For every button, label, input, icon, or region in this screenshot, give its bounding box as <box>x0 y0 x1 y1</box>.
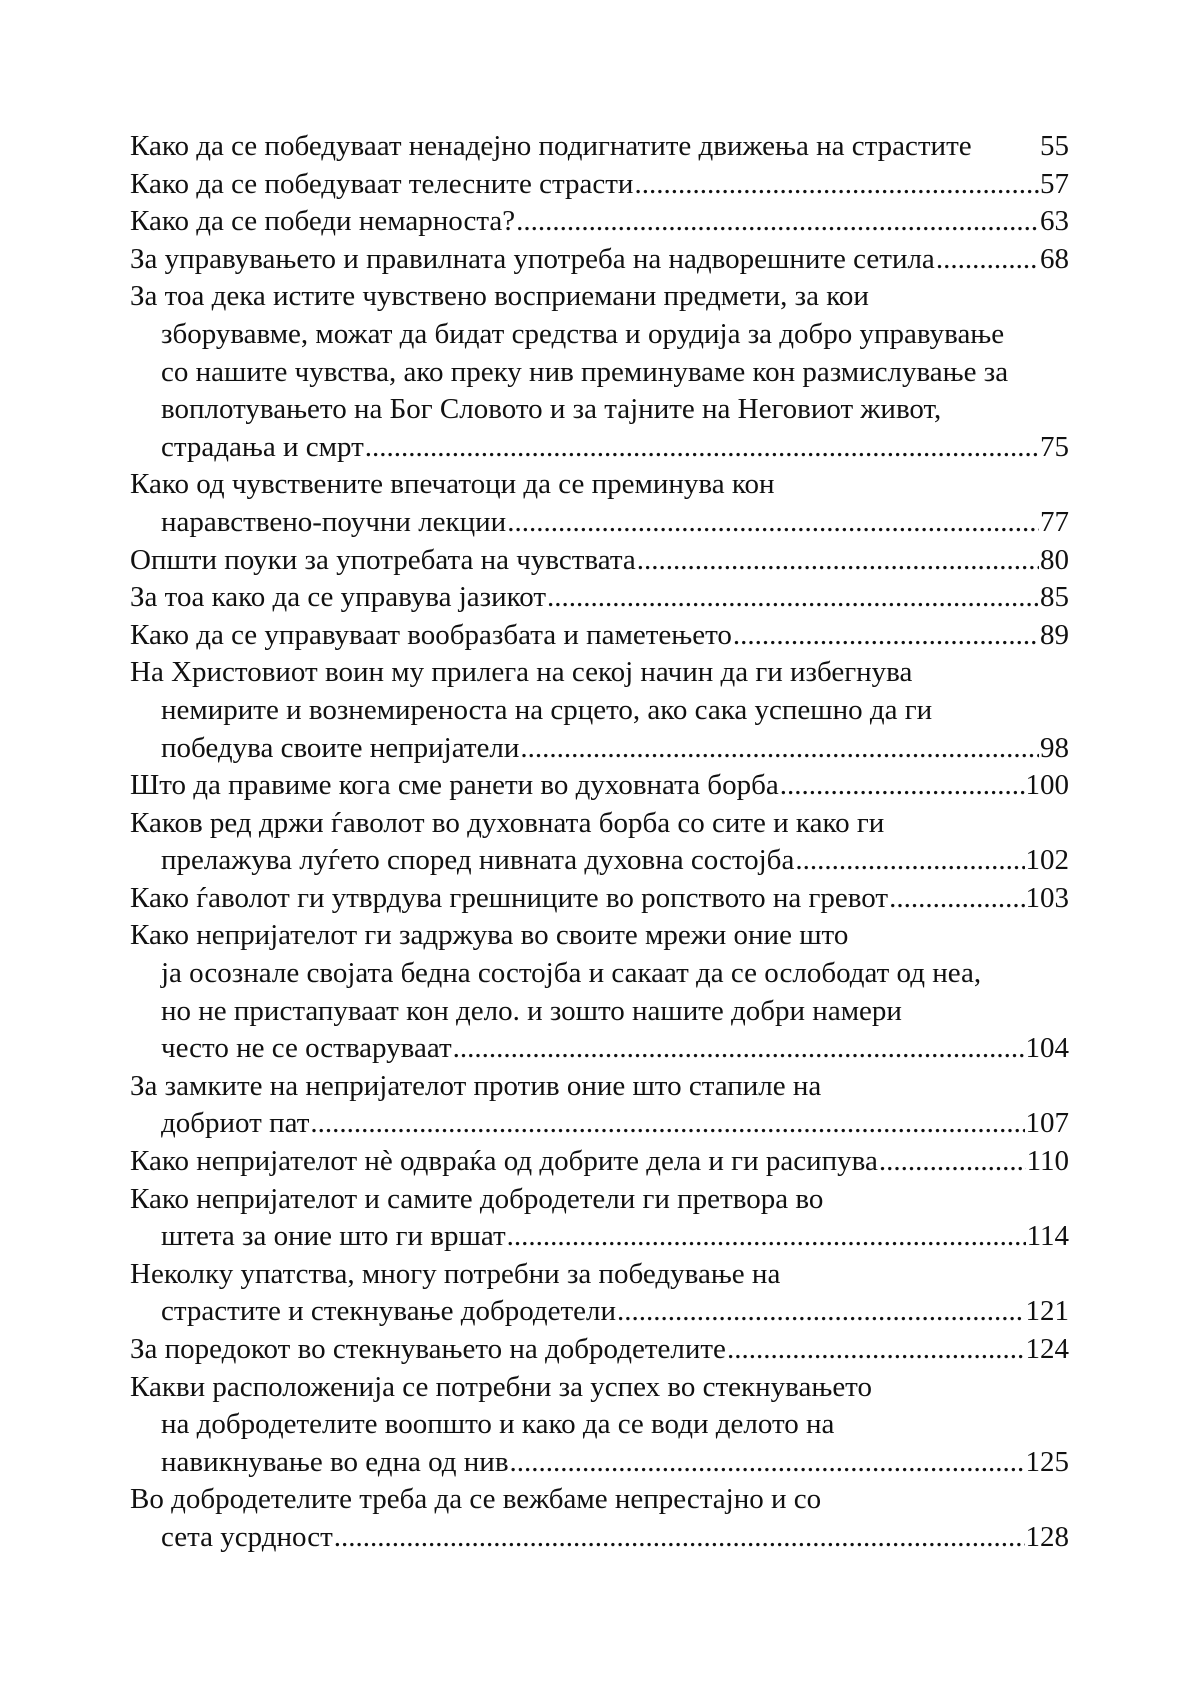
toc-entry-title-line: Општи поуки за употребата на чувствата <box>130 543 636 576</box>
toc-entry-last-line <box>130 504 1069 542</box>
toc-entry[interactable] <box>130 1256 1069 1331</box>
toc-entry-title-line: За поредокот во стекнувањето на добродетелите <box>130 1333 726 1365</box>
toc-entry-last-line <box>130 842 1069 880</box>
dot-leader <box>634 166 1039 204</box>
toc-entry-last-line <box>130 880 1069 918</box>
dot-leader <box>516 203 1039 241</box>
toc-entry-title-line: Како да се победуваат телесните страсти <box>130 167 634 200</box>
toc-page-number: 110 <box>1026 1145 1069 1178</box>
toc-entry-last-line <box>130 166 1069 204</box>
toc-entry[interactable] <box>130 166 1069 204</box>
toc-entry-title-line: Како да се победи немарноста? <box>130 205 516 238</box>
toc-entry[interactable] <box>130 542 1069 580</box>
toc-entry-title-line: со нашите чувства, ако преку нив преминуваме кон размислување за <box>161 355 1009 388</box>
toc-page-number: 85 <box>1040 581 1069 614</box>
toc-page-number: 75 <box>1040 430 1069 463</box>
toc-page-number: 98 <box>1040 731 1069 764</box>
toc-entry-last-line <box>130 241 1069 279</box>
table-of-contents <box>130 128 1069 1557</box>
toc-page-number: 57 <box>1040 167 1069 200</box>
toc-entry-last-line <box>130 1218 1069 1256</box>
toc-page-number: 128 <box>1025 1520 1069 1553</box>
toc-entry[interactable] <box>130 1369 1069 1482</box>
toc-entry[interactable] <box>130 1481 1069 1556</box>
toc-entry-title-line: зборувавме, можат да бидат средства и орудија за добро управување <box>161 317 1005 350</box>
toc-entry-last-line <box>130 579 1069 617</box>
toc-entry-last-line <box>130 1030 1069 1068</box>
toc-page-number: 55 <box>1040 130 1069 162</box>
toc-entry-last-line <box>130 128 1069 166</box>
toc-entry-last-line <box>130 1519 1069 1557</box>
toc-entry-last-line <box>130 542 1069 580</box>
dot-leader <box>507 504 1039 542</box>
toc-entry-title-line: За управувањето и правилната употреба на надворешните сетила <box>130 242 935 275</box>
dot-leader <box>889 880 1024 918</box>
toc-entry[interactable] <box>130 278 1069 466</box>
toc-entry-last-line <box>130 617 1069 655</box>
toc-entry[interactable] <box>130 917 1069 1067</box>
dot-leader <box>510 1444 1025 1482</box>
toc-entry-title-line: навикнување во една од нив <box>161 1445 509 1478</box>
toc-entry[interactable] <box>130 767 1069 805</box>
dot-leader <box>453 1030 1025 1068</box>
toc-entry-title-line: За тоа како да се управува јазикот <box>130 581 547 614</box>
toc-page-number: 100 <box>1025 769 1069 802</box>
toc-entry[interactable] <box>130 241 1069 279</box>
toc-entry-title-line: прелажува луѓето според нивната духовна состојба <box>161 844 795 877</box>
toc-page-number: 125 <box>1025 1445 1069 1478</box>
toc-entry[interactable] <box>130 466 1069 541</box>
toc-entry-title-line: За замките на непријателот против оние што стапиле на <box>130 1069 822 1102</box>
toc-entry-title-line: штета за оние што ги вршат <box>161 1220 506 1253</box>
toc-entry-title-line: немирите и вознемиреноста на срцето, ако сака успешно да ги <box>161 693 933 726</box>
toc-page-number: 80 <box>1040 543 1069 576</box>
toc-page-number: 104 <box>1025 1032 1069 1065</box>
toc-entry[interactable] <box>130 1331 1069 1369</box>
toc-entry-last-line <box>130 1293 1069 1331</box>
toc-entry-title-line: добриот пат <box>161 1107 310 1140</box>
toc-page-number: 102 <box>1025 844 1069 877</box>
toc-page-number: 114 <box>1026 1220 1069 1253</box>
toc-entry-title-line: Како ѓаволот ги утврдува грешниците во ропството на гревот <box>130 881 889 914</box>
toc-entry-title-line: сета усрдност <box>161 1520 333 1553</box>
toc-entry[interactable] <box>130 617 1069 655</box>
toc-entry-title-line: На Христовиот воин му прилега на секој начин да ги избегнува <box>130 656 913 689</box>
toc-entry-title-line: често не се остваруваат <box>161 1032 452 1065</box>
toc-page-number: 77 <box>1040 505 1069 538</box>
toc-entry-last-line <box>130 429 1069 467</box>
toc-page-number: 63 <box>1040 205 1069 238</box>
toc-entry-title-line: но не пристапуваат кон дело. и зошто нашите добри намери <box>161 994 902 1027</box>
dot-leader <box>507 1218 1026 1256</box>
toc-entry-title-line: Што да правиме кога сме ранети во духовната борба <box>130 769 779 802</box>
dot-leader <box>520 730 1039 768</box>
toc-entry-title-line: Како непријателот нѐ одвраќа од добрите дела и ги расипува <box>130 1145 878 1178</box>
toc-entry-title-line: Како да се управуваат вообразбата и паметењето <box>130 618 732 651</box>
toc-entry-title-line: воплотувањето на Бог Словото и за тајните на Неговиот живот, <box>161 393 942 426</box>
toc-entry-last-line <box>130 767 1069 805</box>
toc-entry[interactable] <box>130 1143 1069 1181</box>
toc-entry-title-line: Како од чувствените впечатоци да се преминува кон <box>130 468 775 501</box>
toc-entry-title-line: наравствено-поучни лекции <box>161 505 507 538</box>
toc-entry-last-line <box>130 203 1069 241</box>
toc-entry[interactable] <box>130 1068 1069 1143</box>
toc-entry-title-line: ја осознале својата бедна состојба и сакаат да се ослободат од неа, <box>161 957 982 990</box>
toc-entry[interactable] <box>130 579 1069 617</box>
dot-leader <box>727 1331 1025 1369</box>
toc-entry-last-line <box>130 1105 1069 1143</box>
toc-page-number: 121 <box>1025 1295 1069 1328</box>
toc-entry-last-line <box>130 1331 1069 1369</box>
toc-page-number: 68 <box>1040 242 1069 275</box>
dot-leader <box>334 1519 1025 1557</box>
dot-leader <box>637 542 1039 580</box>
toc-entry-title-line: Како непријателот и самите добродетели ги претвора во <box>130 1182 824 1215</box>
toc-page-number: 107 <box>1025 1107 1069 1140</box>
dot-leader <box>936 241 1039 279</box>
toc-entry-title-line: на добродетелите воопшто и како да се води делото на <box>161 1408 835 1441</box>
dot-leader <box>795 842 1024 880</box>
toc-entry[interactable] <box>130 654 1069 767</box>
dot-leader <box>780 767 1025 805</box>
toc-entry-title-line: победува своите непријатели <box>161 731 520 764</box>
dot-leader <box>310 1105 1024 1143</box>
toc-entry-title-line: За тоа дека истите чувствено восприемани предмети, за кои <box>130 280 869 313</box>
toc-entry-title-line: Неколку упатства, многу потребни за победување на <box>130 1257 781 1290</box>
toc-entry[interactable] <box>130 805 1069 880</box>
dot-leader <box>879 1143 1026 1181</box>
toc-entry-last-line <box>130 1143 1069 1181</box>
dot-leader <box>733 617 1039 655</box>
toc-page-number: 124 <box>1025 1333 1069 1365</box>
toc-entry-title-line: Како да се победуваат ненадејно подигнатите движења на страстите <box>130 130 972 162</box>
dot-leader <box>547 579 1039 617</box>
toc-entry-title-line: Каков ред држи ѓаволот во духовната борба со сите и како ги <box>130 806 885 839</box>
toc-entry-title-line: страстите и стекнување добродетели <box>161 1295 617 1328</box>
toc-entry[interactable] <box>130 128 1069 166</box>
dot-leader <box>617 1293 1024 1331</box>
toc-entry-title-line: страдања и смрт <box>161 430 364 463</box>
toc-entry[interactable] <box>130 1181 1069 1256</box>
toc-page-number: 89 <box>1040 618 1069 651</box>
toc-entry-last-line <box>130 1444 1069 1482</box>
toc-entry-title-line: Во добродетелите треба да се вежбаме непрестајно и со <box>130 1483 822 1516</box>
toc-page-number: 103 <box>1025 881 1069 914</box>
toc-entry-last-line <box>130 730 1069 768</box>
toc-entry[interactable] <box>130 203 1069 241</box>
dot-leader <box>365 429 1039 467</box>
toc-entry-title-line: Како непријателот ги задржува во своите мрежи оние што <box>130 919 849 952</box>
toc-entry-title-line: Какви расположенија се потребни за успех во стекнувањето <box>130 1370 872 1403</box>
toc-entry[interactable] <box>130 880 1069 918</box>
